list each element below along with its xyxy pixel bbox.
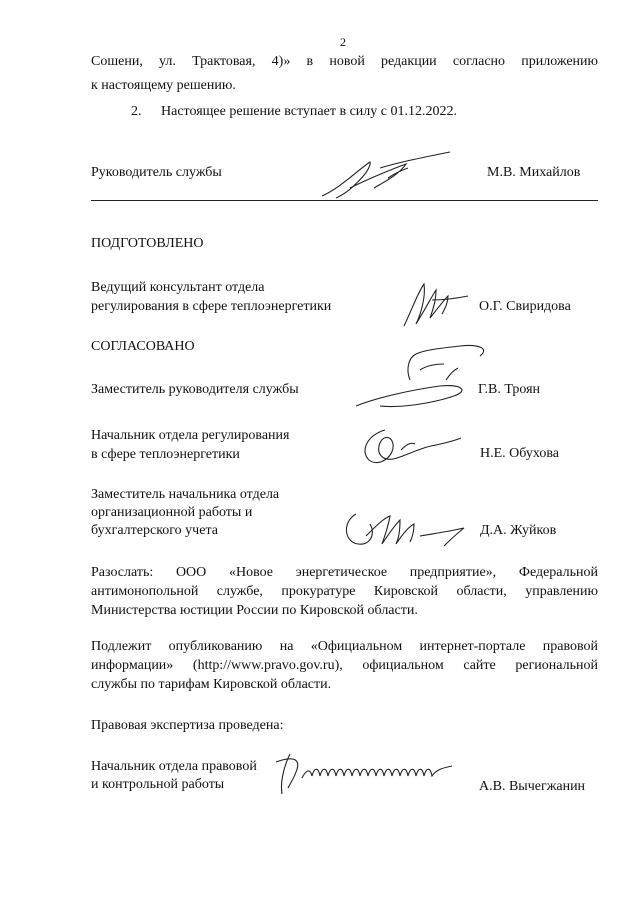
prepared-title-2: регулирования в сфере теплоэнергетики <box>91 299 332 314</box>
item-2-number: 2. <box>131 104 142 119</box>
page-number: 2 <box>340 35 346 49</box>
distribute-line-2: антимонопольной службе, прокуратуре Кировской области, управлению <box>91 584 598 599</box>
deputy-head-title: Заместитель руководителя службы <box>91 382 299 397</box>
legal-title-2: и контрольной работы <box>91 777 225 792</box>
deputy-dept-title-3: бухгалтерского учета <box>91 523 218 538</box>
publish-line-1: Подлежит опубликованию на «Официальном интернет-портале правовой <box>91 639 598 654</box>
distribute-line-1: Разослать: ООО «Новое энергетическое предприятие», Федеральной <box>91 565 598 580</box>
deputy-dept-title-1: Заместитель начальника отдела <box>91 487 280 502</box>
head-divider <box>91 200 598 201</box>
distribute-line-3: Министерства юстиции России по Кировской области. <box>91 603 418 618</box>
legal-name: А.В. Вычегжанин <box>479 779 586 794</box>
dept-head-name: Н.Е. Обухова <box>480 446 559 461</box>
head-title: Руководитель службы <box>91 165 222 180</box>
prepared-title-1: Ведущий консультант отдела <box>91 280 265 295</box>
legal-signature <box>272 748 458 798</box>
deputy-dept-title-2: организационной работы и <box>91 505 253 520</box>
deputy-head-name: Г.В. Троян <box>478 382 541 397</box>
prepared-heading: ПОДГОТОВЛЕНО <box>91 236 204 251</box>
publish-line-2: информации» (http://www.pravo.gov.ru), официальном сайте региональной <box>91 658 598 673</box>
head-name: М.В. Михайлов <box>487 165 581 180</box>
intro-line-1: Сошени, ул. Трактовая, 4)» в новой редакции согласно приложению <box>91 54 598 69</box>
item-2-text: Настоящее решение вступает в силу с 01.12.2022. <box>161 104 457 119</box>
legal-heading: Правовая экспертиза проведена: <box>91 718 284 733</box>
prepared-name: О.Г. Свиридова <box>479 299 571 314</box>
intro-line-2: к настоящему решению. <box>91 78 236 93</box>
legal-title-1: Начальник отдела правовой <box>91 759 257 774</box>
deputy-head-signature <box>350 340 500 420</box>
dept-head-title-1: Начальник отдела регулирования <box>91 428 290 443</box>
deputy-dept-signature <box>336 506 476 550</box>
dept-head-title-2: в сфере теплоэнергетики <box>91 447 240 462</box>
dept-head-signature <box>355 420 465 470</box>
agreed-heading: СОГЛАСОВАНО <box>91 339 195 354</box>
head-signature <box>310 148 460 200</box>
publish-line-3: службы по тарифам Кировской области. <box>91 677 332 692</box>
deputy-dept-name: Д.А. Жуйков <box>480 523 557 538</box>
prepared-signature <box>396 278 472 330</box>
